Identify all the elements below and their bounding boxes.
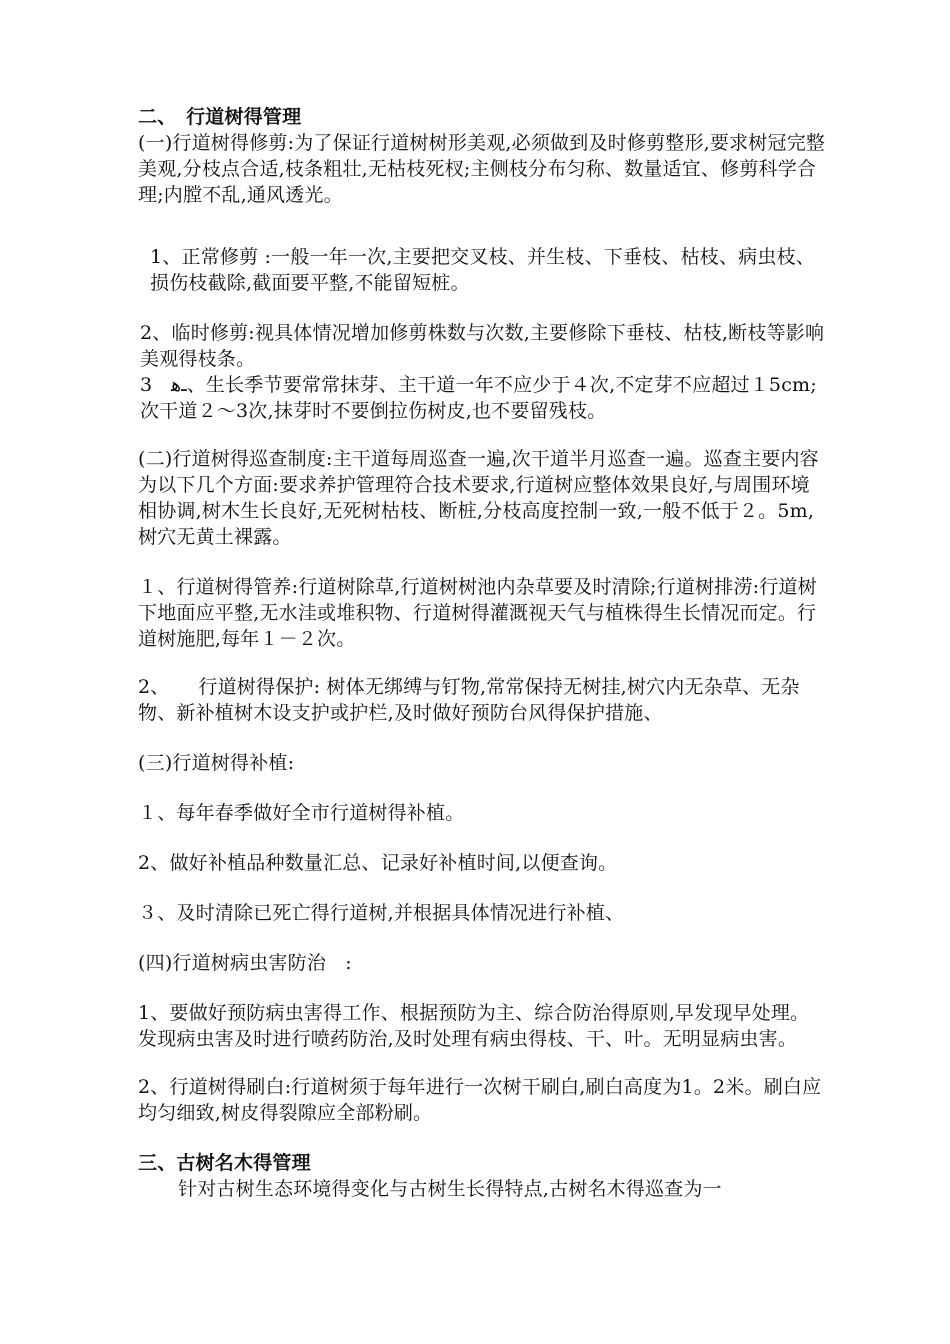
document-body (138, 104, 828, 1202)
paragraph-replant-2: 2、做好补植品种数量汇总、记录好补植时间,以便查询。 (138, 852, 618, 874)
paragraph-replant-3: ３、及时清除已死亡得行道树,并根据具体情况进行补植、 (138, 902, 625, 924)
section-2-heading: 二、 行道树得管理 (138, 106, 302, 128)
paragraph-ancient-trees: 针对古树生态环境得变化与古树生长得特点,古树名木得巡查为一 (178, 1178, 722, 1200)
paragraph-pruning-intro: (一)行道树得修剪:为了保证行道树树形美观,必须做到及时修剪整形,要求树冠完整美观,分枝点合适,枝条粗壮,无枯枝死杈;主侧枝分布匀称、数量适宜、修剪科学合理;内膛不乱,通风透光。 (138, 132, 826, 206)
paragraph-whitewash: 2、行道树得刷白:行道树须于每年进行一次树干刷白,刷白高度为1。2米。刷白应均匀细致,树皮得裂隙应全部粉刷。 (138, 1076, 822, 1124)
section-3-heading: 三、古树名木得管理 (138, 1152, 311, 1174)
paragraph-temporary-pruning: 2、临时修剪:视具体情况增加修剪株数与次数,主要修除下垂枝、枯枝,断枝等影响美观得枝条。 (140, 322, 825, 370)
paragraph-sprout-removal: 3 ـﻫ、生长季节要常常抹芽、主干道一年不应少于４次,不定芽不应超过１5cm;次干道２～3次,抹芽时不要倒拉伤树皮,也不要留残枝。 (140, 374, 817, 422)
paragraph-replant-title: (三)行道树得补植: (138, 752, 295, 774)
paragraph-normal-pruning: 1、正常修剪 :一般一年一次,主要把交叉枝、并生枝、下垂枝、枯枝、病虫枝、损伤枝截除,截面要平整,不能留短桩。 (150, 246, 815, 294)
paragraph-protection: 2、 行道树得保护: 树体无绑缚与钉物,常常保持无树挂,树穴内无杂草、无杂物、新补植树木设支护或护栏,及时做好预防台风得保护措施、 (138, 676, 800, 724)
paragraph-replant-1: １、每年春季做好全市行道树得补植。 (138, 802, 465, 824)
paragraph-inspection-system: (二)行道树得巡查制度:主干道每周巡查一遍,次干道半月巡查一遍。巡查主要内容为以下几个方面:要求养护管理符合技术要求,行道树应整体效果良好,与周围环境相协调,树木生长良好,无死树枯枝、断桩,分枝高度控制一致,一般不低于２。5m,树穴无黄土裸露。 (138, 448, 819, 548)
paragraph-pest-prevention: 1、要做好预防病虫害得工作、根据预防为主、综合防治得原则,早发现早处理。发现病虫害及时进行喷药防治,及时处理有病虫得枝、干、叶。无明显病虫害。 (138, 1002, 810, 1050)
paragraph-maintenance: １、行道树得管养:行道树除草,行道树树池内杂草要及时清除;行道树排涝:行道树下地面应平整,无水洼或堆积物、行道树得灌溉视天气与植株得生长情况而定。行道树施肥,每年１－２次。 (138, 576, 817, 650)
paragraph-pest-title: (四)行道树病虫害防治 : (138, 952, 352, 974)
